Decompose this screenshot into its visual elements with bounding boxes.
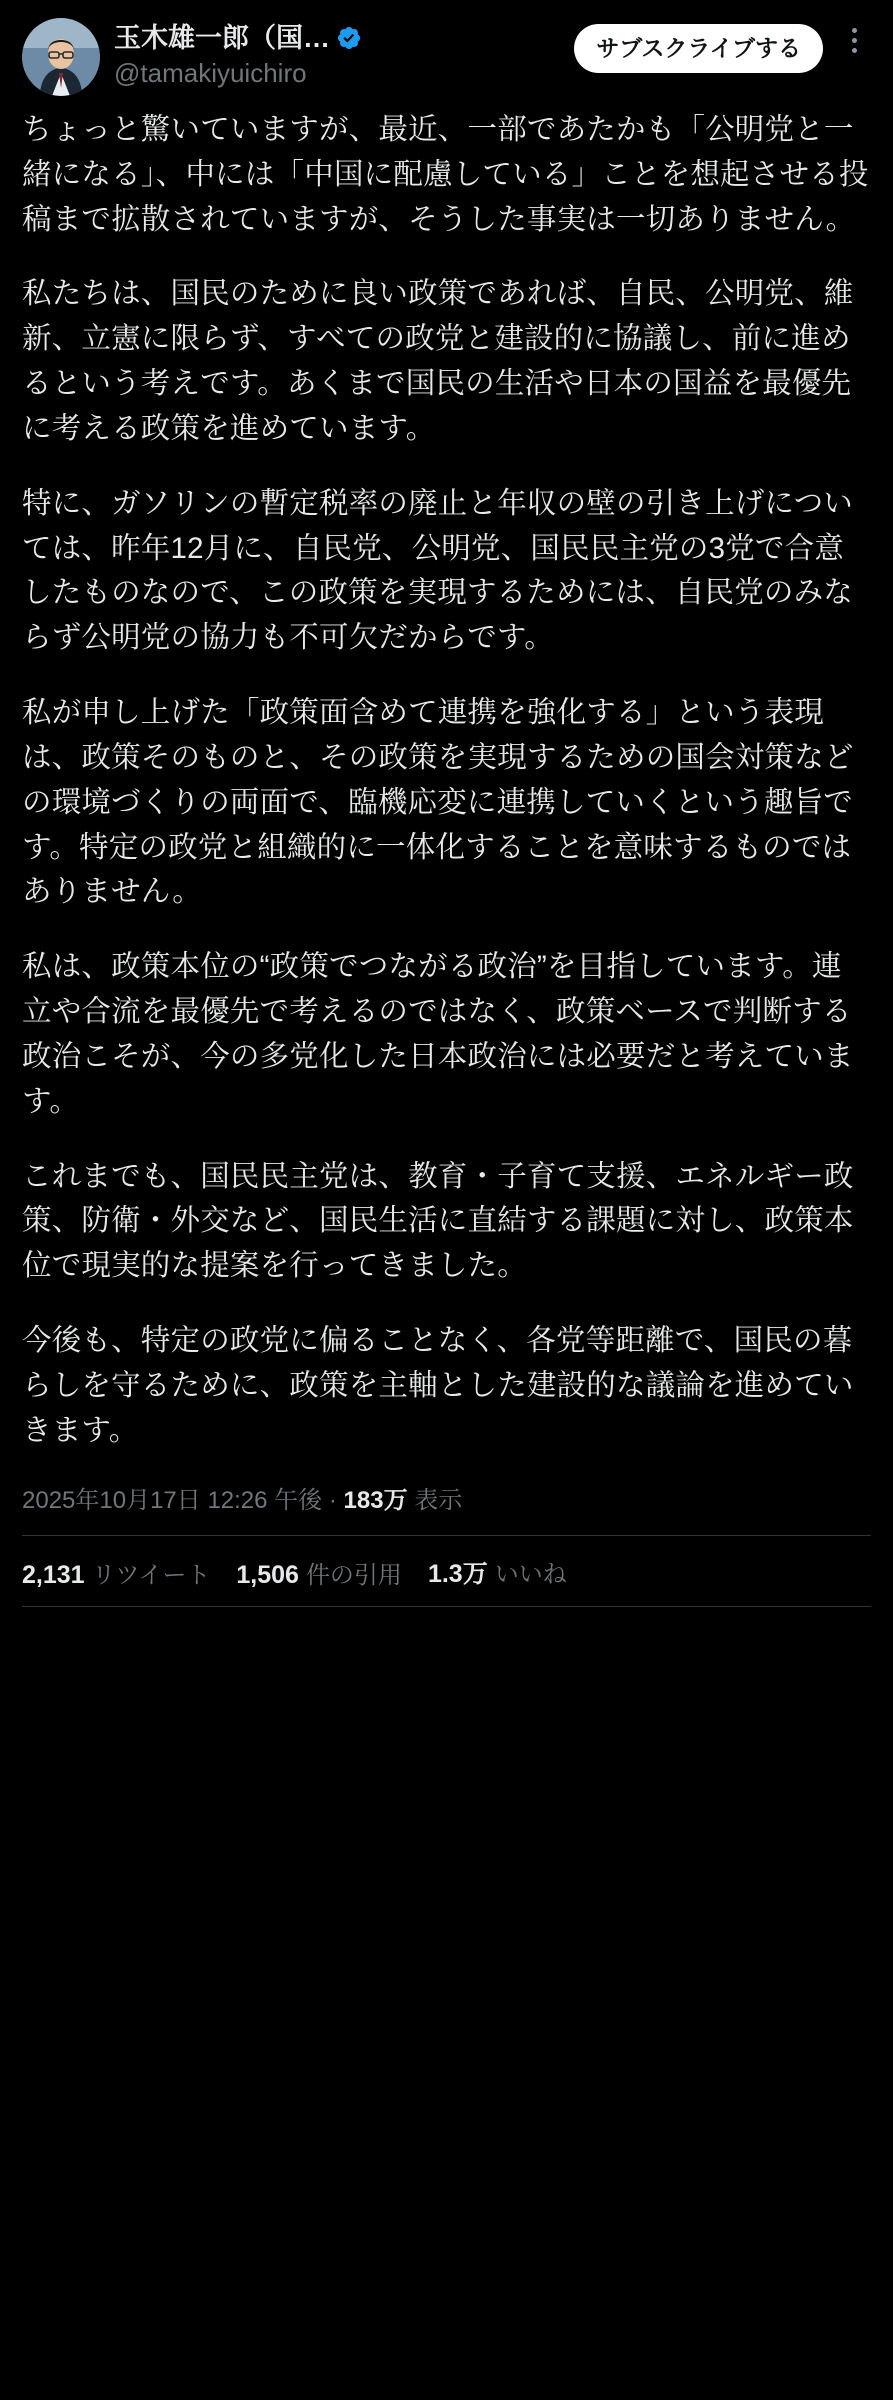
- verified-badge-icon: [336, 25, 362, 51]
- meta-separator: ·: [328, 1486, 337, 1514]
- retweet-label: リツイート: [91, 1561, 211, 1589]
- views-label: 表示: [414, 1486, 463, 1514]
- author-names: [114, 18, 560, 91]
- author-name-row[interactable]: [114, 22, 560, 54]
- tweet-paragraph: 今後も、特定の政党に偏ることなく、各党等距離で、国民の暮らしを守るために、政策を主軸とした建設的な議論を進めていきます。: [22, 1324, 854, 1447]
- tweet-stats: [22, 1536, 871, 1606]
- stat-retweets[interactable]: [22, 1555, 210, 1590]
- stat-likes[interactable]: [428, 1554, 567, 1590]
- tweet-paragraph: 私は、政策本位の“政策でつながる政治”を目指しています。連立や合流を最優先で考えるのではなく、政策ベースで判断する政治こそが、今の多党化した日本政治には必要だと考えています。: [22, 950, 854, 1118]
- quote-label: 件の引用: [305, 1561, 402, 1589]
- stat-quotes[interactable]: [236, 1555, 402, 1590]
- stats-divider: [22, 1606, 871, 1607]
- like-label: いいね: [494, 1561, 567, 1589]
- retweet-count: 2,131: [22, 1560, 85, 1589]
- like-count: 1.3万: [427, 1560, 488, 1589]
- tweet-paragraph: 私たちは、国民のために良い政策であれば、自民、公明党、維新、立憲に限らず、すべての政党と建設的に協議し、前に進めるという考えです。あくまで国民の生活や日本の国益を最優先に考える政策を進めています。: [22, 277, 854, 445]
- author-handle[interactable]: @tamakiyuichiro: [114, 58, 307, 89]
- views-count: 183万: [343, 1486, 408, 1514]
- tweet-paragraph: 私が申し上げた「政策面含めて連携を強化する」という表現は、政策そのものと、その政策を実現するための国会対策などの環境づくりの両面で、臨機応変に連携していくという趣旨です。特定の政党と組織的に一体化することを意味するものではありません。: [22, 696, 854, 909]
- quote-count: 1,506: [236, 1560, 299, 1589]
- avatar[interactable]: [22, 18, 100, 96]
- avatar-image: [22, 18, 100, 96]
- tweet-paragraph: ちょっと驚いていますが、最近、一部であたかも「公明党と一緒になる」、中には「中国に配慮している」ことを想起させる投稿まで拡散されていますが、そうした事実は一切ありません。: [22, 113, 869, 236]
- author-display-name: 玉木雄一郎（国…: [114, 23, 330, 53]
- tweet-paragraph: 特に、ガソリンの暫定税率の廃止と年収の壁の引き上げについては、昨年12月に、自民党、公明党、国民民主党の3党で合意したものなので、この政策を実現するためには、自民党のみならず公明党の協力も不可欠だからです。: [22, 486, 854, 655]
- tweet-text: [22, 106, 871, 1454]
- tweet-meta: [22, 1478, 871, 1536]
- subscribe-button[interactable]: サブスクライブする: [574, 24, 823, 73]
- more-options-button[interactable]: [837, 28, 871, 53]
- tweet-header: [22, 14, 871, 106]
- tweet-paragraph: これまでも、国民民主党は、教育・子育て支援、エネルギー政策、防衛・外交など、国民生活に直結する課題に対し、政策本位で現実的な提案を行ってきました。: [22, 1159, 854, 1283]
- more-vertical-icon: [837, 28, 871, 53]
- tweet-timestamp[interactable]: 2025年10月17日 12:26 午後: [22, 1486, 323, 1514]
